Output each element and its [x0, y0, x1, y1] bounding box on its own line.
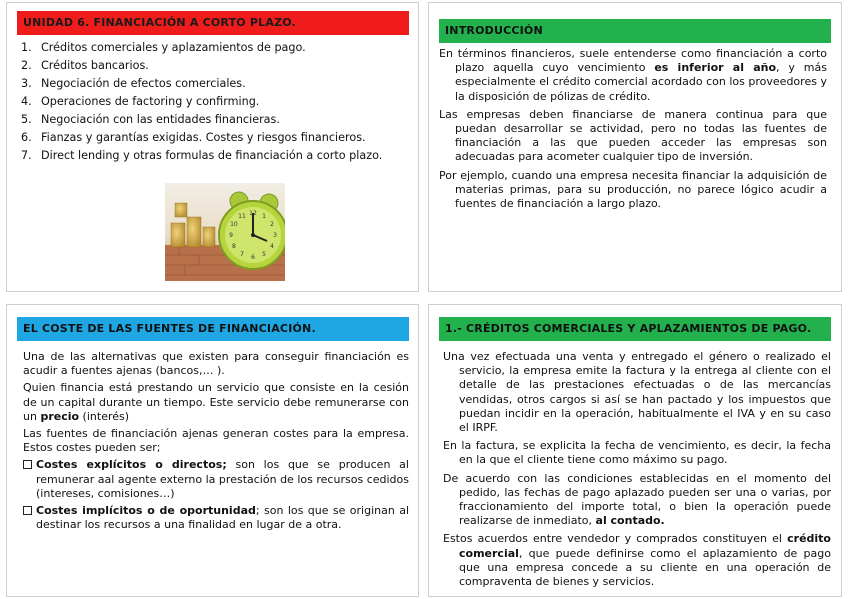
bullet-item: Costes implícitos o de oportunidad; son los que se originan al destinar los recursos a una finalidad en lugar de a otra. — [23, 504, 409, 532]
paragraph: De acuerdo con las condiciones establecidas en el momento del pedido, las fechas de pago aplazado pueden ser una o varias, por fraccionamiento del importe total, o bien la operación puede realizarse de inmediato, al contado. — [443, 471, 831, 528]
paragraph: Por ejemplo, cuando una empresa necesita financiar la adquisición de materias primas, para su producción, no parece lógico acudir a fuentes de financiación a largo plazo. — [439, 168, 827, 211]
list-item: 3. Negociación de efectos comerciales. — [21, 77, 246, 90]
slide-body — [439, 47, 827, 215]
list-item: 4. Operaciones de factoring y confirming. — [21, 95, 260, 108]
topics-list — [21, 39, 406, 165]
list-item: 1. Créditos comerciales y aplazamientos de pago. — [21, 41, 306, 54]
paragraph: Las fuentes de financiación ajenas generan costes para la empresa. Estos costes pueden ser; — [23, 427, 409, 455]
clock-numeral: 1 — [262, 212, 266, 220]
paragraph: En la factura, se explicita la fecha de vencimiento, es decir, la fecha en la que el cliente tiene como máximo su pago. — [443, 439, 831, 467]
slide-title: EL COSTE DE LAS FUENTES DE FINANCIACIÓN. — [17, 317, 409, 341]
slide-introduccion — [428, 2, 842, 292]
paragraph: Una vez efectuada una venta y entregado el género o realizado el servicio, la empresa emite la factura y la entrega al cliente con el detalle de las prestaciones efectuadas o de las mercancías vendidas, otros cargos si así se han pactado y los impuestos que puedan incidir en la operación, habitualmente el IVA y en su caso el IRPF. — [443, 350, 831, 435]
slide-unidad-6 — [6, 2, 419, 292]
paragraph: Estos acuerdos entre vendedor y comprados constituyen el crédito comercial, que puede definirse como el aplazamiento de pago que una empresa concede a su cliente en una operación de compraventa de bienes y servicios. — [443, 532, 831, 589]
list-item: 5. Negociación con las entidades financieras. — [21, 113, 280, 126]
clock-numeral: 7 — [240, 251, 244, 259]
slide-body — [23, 350, 409, 535]
paragraph: Quien financia está prestando un servicio que consiste en la cesión de un capital durante un tiempo. Este servicio debe remunerarse con un precio (interés) — [23, 381, 409, 423]
clock-numeral: 8 — [231, 243, 236, 250]
paragraph: Una de las alternativas que existen para conseguir financiación es acudir a fuentes ajenas (bancos,… ). — [23, 350, 409, 378]
list-item: 7. Direct lending y otras formulas de financiación a corto plazo. — [21, 149, 383, 162]
square-bullet-icon — [23, 460, 32, 469]
slide-title: UNIDAD 6. FINANCIACIÓN A CORTO PLAZO. — [17, 11, 409, 35]
clock-numeral: 9 — [229, 232, 233, 239]
clock-numeral: 12 — [249, 210, 257, 217]
clock-numeral: 4 — [270, 243, 275, 250]
clock-and-coins-image — [165, 183, 285, 281]
slide-title: INTRODUCCIÓN — [439, 19, 831, 43]
slide-title: 1.- CRÉDITOS COMERCIALES Y APLAZAMIENTOS DE PAGO. — [439, 317, 831, 341]
paragraph: En términos financieros, suele entenderse como financiación a corto plazo aquella cuyo vencimiento es inferior al año, y más especialmente el crédito comercial acordado con los proveedores y la disposición de pólizas de crédito. — [439, 47, 827, 103]
clock-numeral: 3 — [273, 232, 277, 239]
clock-numeral: 10 — [230, 221, 238, 228]
paragraph: Las empresas deben financiarse de manera continua para que puedan desarrollar se actividad, pero no todas las fuentes de financiación a las que pueden acceder las empresas son adecuadas para acometer cualquier tipo de inversión. — [439, 107, 827, 164]
clock-numeral: 6 — [251, 254, 255, 261]
slide-creditos-comerciales — [428, 304, 842, 597]
slide-coste-fuentes — [6, 304, 419, 597]
slide-body — [443, 350, 831, 593]
square-bullet-icon — [23, 506, 32, 515]
clock-numeral: 5 — [262, 251, 266, 259]
bullet-item: Costes explícitos o directos; son los que se producen al remunerar aal agente externo la prestación de los recursos cedidos (intereses, comisiones…) — [23, 458, 409, 501]
list-item: 2. Créditos bancarios. — [21, 59, 149, 72]
clock-numeral: 11 — [238, 212, 246, 220]
clock-numeral: 2 — [270, 221, 275, 228]
list-item: 6. Fianzas y garantías exigidas. Costes y riesgos financieros. — [21, 131, 366, 144]
